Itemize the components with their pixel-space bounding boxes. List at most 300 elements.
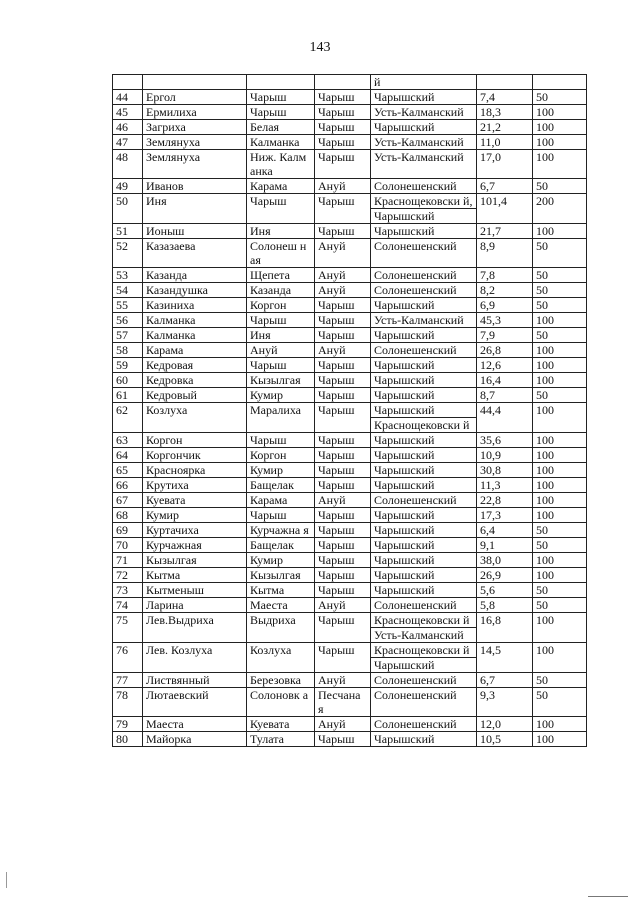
basin-cell: Чарыш (315, 523, 371, 538)
district-cell (371, 583, 477, 598)
river-name-cell: Куевата (143, 493, 247, 508)
parent-river-cell: Чарыш (247, 433, 315, 448)
district-entry: Солонешенский (374, 283, 457, 297)
row-number-cell: 59 (113, 358, 143, 373)
row-number-cell: 49 (113, 179, 143, 194)
parent-river-cell: Кызылгая (247, 568, 315, 583)
district-cell (371, 717, 477, 732)
basin-cell: Ануй (315, 598, 371, 613)
basin-cell: Чарыш (315, 568, 371, 583)
district-cell (371, 358, 477, 373)
district-cell (371, 150, 477, 179)
row-number-cell: 60 (113, 373, 143, 388)
zone-cell: 100 (533, 313, 587, 328)
district-entry: Чарышский (374, 90, 435, 104)
zone-cell: 100 (533, 568, 587, 583)
district-entry: Чарышский (374, 553, 435, 567)
length-cell: 5,8 (477, 598, 533, 613)
district-cell (371, 403, 477, 433)
district-cell (371, 194, 477, 224)
district-entry: Чарышский (374, 224, 435, 238)
row-number-cell: 64 (113, 448, 143, 463)
table-row (113, 613, 587, 643)
district-entry: Чарышский (374, 328, 435, 342)
zone-cell: 200 (533, 194, 587, 224)
river-name-cell: Куртачиха (143, 523, 247, 538)
district-entry: Чарышский (374, 298, 435, 312)
zone-cell: 100 (533, 448, 587, 463)
basin-cell: Чарыш (315, 463, 371, 478)
row-number-cell: 76 (113, 643, 143, 673)
table-row (113, 508, 587, 523)
length-cell: 35,6 (477, 433, 533, 448)
district-cell (371, 523, 477, 538)
district-cell (371, 179, 477, 194)
zone-cell: 50 (533, 283, 587, 298)
length-cell: 17,3 (477, 508, 533, 523)
length-cell: 12,0 (477, 717, 533, 732)
river-name-cell: Кедровый (143, 388, 247, 403)
length-cell: 8,9 (477, 239, 533, 268)
parent-river-cell: Выдриха (247, 613, 315, 643)
parent-river-cell: Бащелак (247, 538, 315, 553)
basin-cell: Чарыш (315, 388, 371, 403)
table-row (113, 478, 587, 493)
river-name-cell: Маеста (143, 717, 247, 732)
zone-cell: 100 (533, 433, 587, 448)
length-cell: 21,2 (477, 120, 533, 135)
zone-cell: 100 (533, 224, 587, 239)
river-name-cell: Иня (143, 194, 247, 224)
zone-cell: 100 (533, 120, 587, 135)
length-cell: 9,1 (477, 538, 533, 553)
zone-cell: 50 (533, 673, 587, 688)
basin-cell: Ануй (315, 493, 371, 508)
basin-cell: Чарыш (315, 373, 371, 388)
length-cell: 30,8 (477, 463, 533, 478)
district-entry: Чарышский (374, 448, 435, 462)
length-cell: 21,7 (477, 224, 533, 239)
zone-cell: 100 (533, 373, 587, 388)
zone-cell: 50 (533, 538, 587, 553)
table-row (113, 239, 587, 268)
zone-cell: 100 (533, 643, 587, 673)
length-cell: 6,7 (477, 673, 533, 688)
table-row (113, 194, 587, 224)
zone-cell: 100 (533, 343, 587, 358)
row-number-cell: 69 (113, 523, 143, 538)
district-cell (371, 120, 477, 135)
district-entry: Чарышский (374, 388, 435, 402)
district-entry: Солонешенский (374, 239, 457, 253)
row-number-cell: 72 (113, 568, 143, 583)
river-name-cell: Кытменыш (143, 583, 247, 598)
district-entry: Чарышский (371, 208, 476, 223)
row-number-cell: 46 (113, 120, 143, 135)
table-row (113, 75, 587, 90)
row-number-cell: 54 (113, 283, 143, 298)
district-entry: Усть-Калманский (371, 627, 476, 642)
river-name-cell (143, 75, 247, 90)
river-name-cell: Лев. Козлуха (143, 643, 247, 673)
table-row (113, 388, 587, 403)
length-cell: 17,0 (477, 150, 533, 179)
table-row (113, 343, 587, 358)
parent-river-cell: Маеста (247, 598, 315, 613)
district-cell (371, 388, 477, 403)
basin-cell: Чарыш (315, 358, 371, 373)
district-entry: Чарышский (374, 583, 435, 597)
length-cell: 26,9 (477, 568, 533, 583)
river-name-cell: Калманка (143, 313, 247, 328)
basin-cell: Чарыш (315, 643, 371, 673)
river-name-cell: Казиниха (143, 298, 247, 313)
parent-river-cell: Чарыш (247, 194, 315, 224)
row-number-cell: 47 (113, 135, 143, 150)
district-entry: Чарышский (374, 732, 435, 746)
parent-river-cell: Ануй (247, 343, 315, 358)
district-entry: Солонешенский (374, 717, 457, 731)
basin-cell: Чарыш (315, 194, 371, 224)
parent-river-cell: Кызылгая (247, 373, 315, 388)
length-cell: 11,3 (477, 478, 533, 493)
basin-cell: Чарыш (315, 732, 371, 747)
basin-cell: Чарыш (315, 478, 371, 493)
basin-cell: Чарыш (315, 135, 371, 150)
row-number-cell: 57 (113, 328, 143, 343)
row-number-cell: 50 (113, 194, 143, 224)
district-cell (371, 268, 477, 283)
parent-river-cell: Чарыш (247, 90, 315, 105)
zone-cell: 50 (533, 688, 587, 717)
district-cell (371, 224, 477, 239)
parent-river-cell: Солонеш ная (247, 239, 315, 268)
table-row (113, 313, 587, 328)
zone-cell (533, 75, 587, 90)
zone-cell: 50 (533, 90, 587, 105)
parent-river-cell: Белая (247, 120, 315, 135)
basin-cell: Ануй (315, 343, 371, 358)
district-entry: Чарышский (374, 478, 435, 492)
river-name-cell: Ионыш (143, 224, 247, 239)
district-entry: Солонешенский (374, 688, 457, 702)
length-cell: 14,5 (477, 643, 533, 673)
table-row (113, 90, 587, 105)
length-cell: 7,4 (477, 90, 533, 105)
district-cell (371, 478, 477, 493)
basin-cell: Ануй (315, 268, 371, 283)
row-number-cell: 75 (113, 613, 143, 643)
zone-cell: 50 (533, 388, 587, 403)
length-cell: 6,4 (477, 523, 533, 538)
row-number-cell: 68 (113, 508, 143, 523)
district-entry: Чарышский (374, 508, 435, 522)
basin-cell: Чарыш (315, 448, 371, 463)
page-number: 143 (309, 40, 331, 55)
district-entry: Чарышский (371, 657, 476, 672)
river-name-cell: Кедровая (143, 358, 247, 373)
basin-cell: Чарыш (315, 90, 371, 105)
table-row (113, 538, 587, 553)
district-entry: Чарышский (374, 373, 435, 387)
zone-cell: 50 (533, 179, 587, 194)
basin-cell: Чарыш (315, 313, 371, 328)
district-entry: Солонешенский (374, 343, 457, 357)
table-row (113, 224, 587, 239)
basin-cell: Ануй (315, 179, 371, 194)
parent-river-cell: Чарыш (247, 508, 315, 523)
parent-river-cell: Кумир (247, 388, 315, 403)
table-row (113, 523, 587, 538)
river-name-cell: Ларина (143, 598, 247, 613)
river-name-cell: Коргончик (143, 448, 247, 463)
length-cell: 6,9 (477, 298, 533, 313)
row-number-cell: 58 (113, 343, 143, 358)
row-number-cell: 70 (113, 538, 143, 553)
length-cell: 16,4 (477, 373, 533, 388)
table-row (113, 403, 587, 433)
basin-cell: Чарыш (315, 583, 371, 598)
district-cell (371, 673, 477, 688)
river-name-cell: Лев.Выдриха (143, 613, 247, 643)
row-number-cell: 53 (113, 268, 143, 283)
zone-cell: 100 (533, 463, 587, 478)
parent-river-cell: Березовка (247, 673, 315, 688)
basin-cell: Чарыш (315, 553, 371, 568)
basin-cell: Чарыш (315, 403, 371, 433)
basin-cell: Песчана я (315, 688, 371, 717)
zone-cell: 100 (533, 358, 587, 373)
parent-river-cell: Бащелак (247, 478, 315, 493)
basin-cell: Чарыш (315, 105, 371, 120)
length-cell: 11,0 (477, 135, 533, 150)
table-row (113, 673, 587, 688)
parent-river-cell: Иня (247, 328, 315, 343)
district-entry: Чарышский (374, 403, 435, 417)
table-row (113, 493, 587, 508)
parent-river-cell: Козлуха (247, 643, 315, 673)
zone-cell: 100 (533, 508, 587, 523)
river-name-cell: Землянуха (143, 135, 247, 150)
river-name-cell: Ергол (143, 90, 247, 105)
river-name-cell: Кытма (143, 568, 247, 583)
district-cell (371, 105, 477, 120)
parent-river-cell (247, 75, 315, 90)
row-number-cell: 74 (113, 598, 143, 613)
river-name-cell: Ермилиха (143, 105, 247, 120)
basin-cell: Чарыш (315, 538, 371, 553)
river-name-cell: Коргон (143, 433, 247, 448)
basin-cell: Ануй (315, 673, 371, 688)
parent-river-cell: Карама (247, 179, 315, 194)
district-entry: Краснощековски й (374, 643, 470, 657)
length-cell: 22,8 (477, 493, 533, 508)
row-number-cell: 61 (113, 388, 143, 403)
zone-cell: 100 (533, 717, 587, 732)
river-name-cell: Иванов (143, 179, 247, 194)
basin-cell: Чарыш (315, 150, 371, 179)
row-number-cell: 65 (113, 463, 143, 478)
table-row (113, 732, 587, 747)
district-cell (371, 298, 477, 313)
length-cell: 16,8 (477, 613, 533, 643)
parent-river-cell: Калманка (247, 135, 315, 150)
river-name-cell: Крутиха (143, 478, 247, 493)
row-number-cell: 73 (113, 583, 143, 598)
parent-river-cell: Казанда (247, 283, 315, 298)
length-cell: 7,8 (477, 268, 533, 283)
basin-cell: Чарыш (315, 328, 371, 343)
parent-river-cell: Кытма (247, 583, 315, 598)
basin-cell: Ануй (315, 283, 371, 298)
district-cell (371, 373, 477, 388)
length-cell: 101,4 (477, 194, 533, 224)
district-cell (371, 433, 477, 448)
district-entry: Чарышский (374, 523, 435, 537)
district-entry: Краснощековски й (374, 613, 470, 627)
table-row (113, 463, 587, 478)
table-row (113, 105, 587, 120)
row-number-cell: 71 (113, 553, 143, 568)
district-cell (371, 538, 477, 553)
table-row (113, 553, 587, 568)
district-cell (371, 732, 477, 747)
table-row (113, 373, 587, 388)
row-number-cell: 55 (113, 298, 143, 313)
length-cell: 9,3 (477, 688, 533, 717)
table-row (113, 643, 587, 673)
district-entry: Усть-Калманский (374, 150, 464, 164)
parent-river-cell: Карама (247, 493, 315, 508)
parent-river-cell: Куевата (247, 717, 315, 732)
zone-cell: 50 (533, 598, 587, 613)
district-entry: Солонешенский (374, 268, 457, 282)
length-cell: 12,6 (477, 358, 533, 373)
length-cell: 10,5 (477, 732, 533, 747)
row-number-cell: 45 (113, 105, 143, 120)
district-entry: Краснощековски й, (374, 194, 473, 208)
district-entry: Чарышский (374, 463, 435, 477)
length-cell: 44,4 (477, 403, 533, 433)
district-cell (371, 463, 477, 478)
table-row (113, 298, 587, 313)
river-name-cell: Кедровка (143, 373, 247, 388)
row-number-cell: 63 (113, 433, 143, 448)
zone-cell: 50 (533, 583, 587, 598)
district-cell (371, 493, 477, 508)
zone-cell: 100 (533, 403, 587, 433)
zone-cell: 50 (533, 239, 587, 268)
parent-river-cell: Солоновк а (247, 688, 315, 717)
rivers-table-body (113, 75, 587, 747)
margin-mark (6, 872, 7, 888)
river-name-cell: Казандушка (143, 283, 247, 298)
zone-cell: 100 (533, 150, 587, 179)
district-cell (371, 239, 477, 268)
river-name-cell: Загриха (143, 120, 247, 135)
district-entry: Солонешенский (374, 598, 457, 612)
basin-cell: Чарыш (315, 433, 371, 448)
length-cell: 5,6 (477, 583, 533, 598)
parent-river-cell: Кумир (247, 463, 315, 478)
length-cell: 38,0 (477, 553, 533, 568)
river-name-cell: Козлуха (143, 403, 247, 433)
row-number-cell (113, 75, 143, 90)
parent-river-cell: Чарыш (247, 313, 315, 328)
table-row (113, 150, 587, 179)
parent-river-cell: Тулата (247, 732, 315, 747)
row-number-cell: 51 (113, 224, 143, 239)
zone-cell: 100 (533, 613, 587, 643)
row-number-cell: 62 (113, 403, 143, 433)
basin-cell: Чарыш (315, 613, 371, 643)
district-entry: Чарышский (374, 358, 435, 372)
parent-river-cell: Щепета (247, 268, 315, 283)
row-number-cell: 56 (113, 313, 143, 328)
row-number-cell: 77 (113, 673, 143, 688)
basin-cell: Ануй (315, 717, 371, 732)
parent-river-cell: Чарыш (247, 105, 315, 120)
length-cell: 8,2 (477, 283, 533, 298)
district-entry: Усть-Калманский (374, 313, 464, 327)
table-row (113, 568, 587, 583)
row-number-cell: 52 (113, 239, 143, 268)
district-entry: й (374, 75, 381, 89)
river-name-cell: Калманка (143, 328, 247, 343)
district-entry: Чарышский (374, 433, 435, 447)
row-number-cell: 79 (113, 717, 143, 732)
basin-cell: Чарыш (315, 508, 371, 523)
length-cell: 8,7 (477, 388, 533, 403)
district-cell (371, 313, 477, 328)
zone-cell: 100 (533, 732, 587, 747)
river-name-cell: Листвянный (143, 673, 247, 688)
district-entry: Чарышский (374, 120, 435, 134)
river-name-cell: Красноярка (143, 463, 247, 478)
district-cell (371, 598, 477, 613)
district-entry: Солонешенский (374, 493, 457, 507)
district-entry: Солонешенский (374, 179, 457, 193)
table-row (113, 598, 587, 613)
parent-river-cell: Кумир (247, 553, 315, 568)
row-number-cell: 67 (113, 493, 143, 508)
river-name-cell: Кызылгая (143, 553, 247, 568)
length-cell: 10,9 (477, 448, 533, 463)
district-entry: Чарышский (374, 538, 435, 552)
length-cell: 6,7 (477, 179, 533, 194)
length-cell: 45,3 (477, 313, 533, 328)
district-cell (371, 448, 477, 463)
table-row (113, 179, 587, 194)
basin-cell: Чарыш (315, 224, 371, 239)
rivers-table (112, 74, 587, 747)
zone-cell: 100 (533, 553, 587, 568)
district-cell (371, 643, 477, 673)
table-row (113, 583, 587, 598)
parent-river-cell: Курчажна я (247, 523, 315, 538)
district-cell (371, 75, 477, 90)
row-number-cell: 80 (113, 732, 143, 747)
parent-river-cell: Иня (247, 224, 315, 239)
table-row (113, 358, 587, 373)
river-name-cell: Землянуха (143, 150, 247, 179)
row-number-cell: 44 (113, 90, 143, 105)
zone-cell: 50 (533, 328, 587, 343)
row-number-cell: 66 (113, 478, 143, 493)
district-cell (371, 508, 477, 523)
parent-river-cell: Чарыш (247, 358, 315, 373)
table-row (113, 268, 587, 283)
